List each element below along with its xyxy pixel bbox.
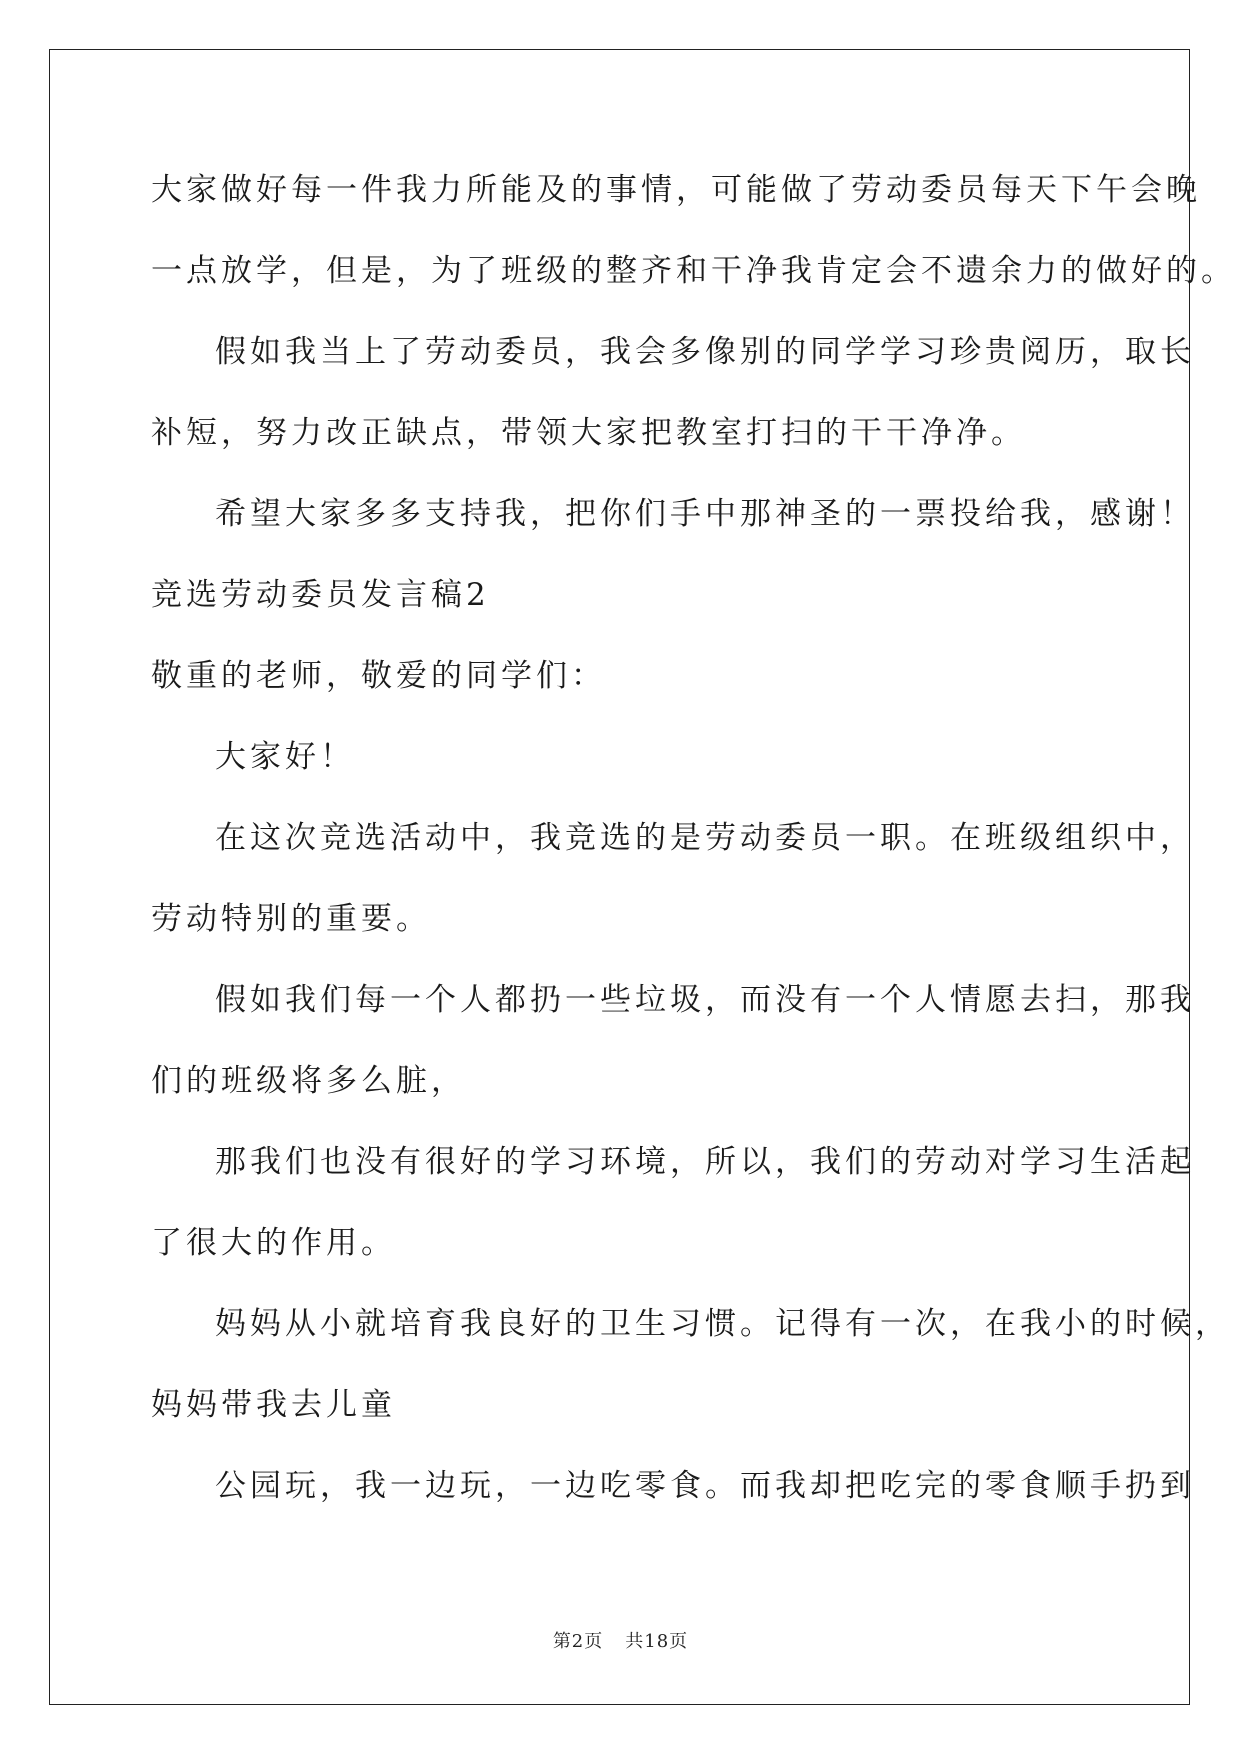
text-line: 劳动特别的重要。 [151,901,431,937]
text-line: 大家做好每一件我力所能及的事情，可能做了劳动委员每天下午会晚 [151,172,1201,208]
document-body [151,160,1236,1537]
text-line: 们的班级将多么脏， [151,1063,466,1099]
text-line: 假如我们每一个人都扔一些垃圾，而没有一个人情愿去扫，那我 [215,982,1195,1018]
text-line: 补短，努力改正缺点，带领大家把教室打扫的干干净净。 [151,415,1026,451]
text-line: 在这次竞选活动中，我竞选的是劳动委员一职。在班级组织中， [215,820,1195,856]
section-heading: 竞选劳动委员发言稿2 [151,577,490,613]
page-total: 共18页 [625,1631,689,1652]
page-footer [0,1627,1241,1653]
greeting: 大家好！ [215,739,355,775]
text-line: 妈妈带我去儿童 [151,1387,396,1423]
page-number: 第2页 [552,1631,604,1652]
salutation: 敬重的老师，敬爱的同学们： [151,658,606,694]
text-line: 妈妈从小就培育我良好的卫生习惯。记得有一次，在我小的时候， [215,1306,1230,1342]
text-line: 一点放学，但是，为了班级的整齐和干净我肯定会不遗余力的做好的。 [151,253,1236,289]
text-line: 了很大的作用。 [151,1225,396,1261]
text-line: 假如我当上了劳动委员，我会多像别的同学学习珍贵阅历，取长 [215,334,1195,370]
text-line: 公园玩，我一边玩，一边吃零食。而我却把吃完的零食顺手扔到 [215,1468,1195,1504]
text-line: 希望大家多多支持我，把你们手中那神圣的一票投给我，感谢！ [215,496,1195,532]
text-line: 那我们也没有很好的学习环境，所以，我们的劳动对学习生活起 [215,1144,1195,1180]
